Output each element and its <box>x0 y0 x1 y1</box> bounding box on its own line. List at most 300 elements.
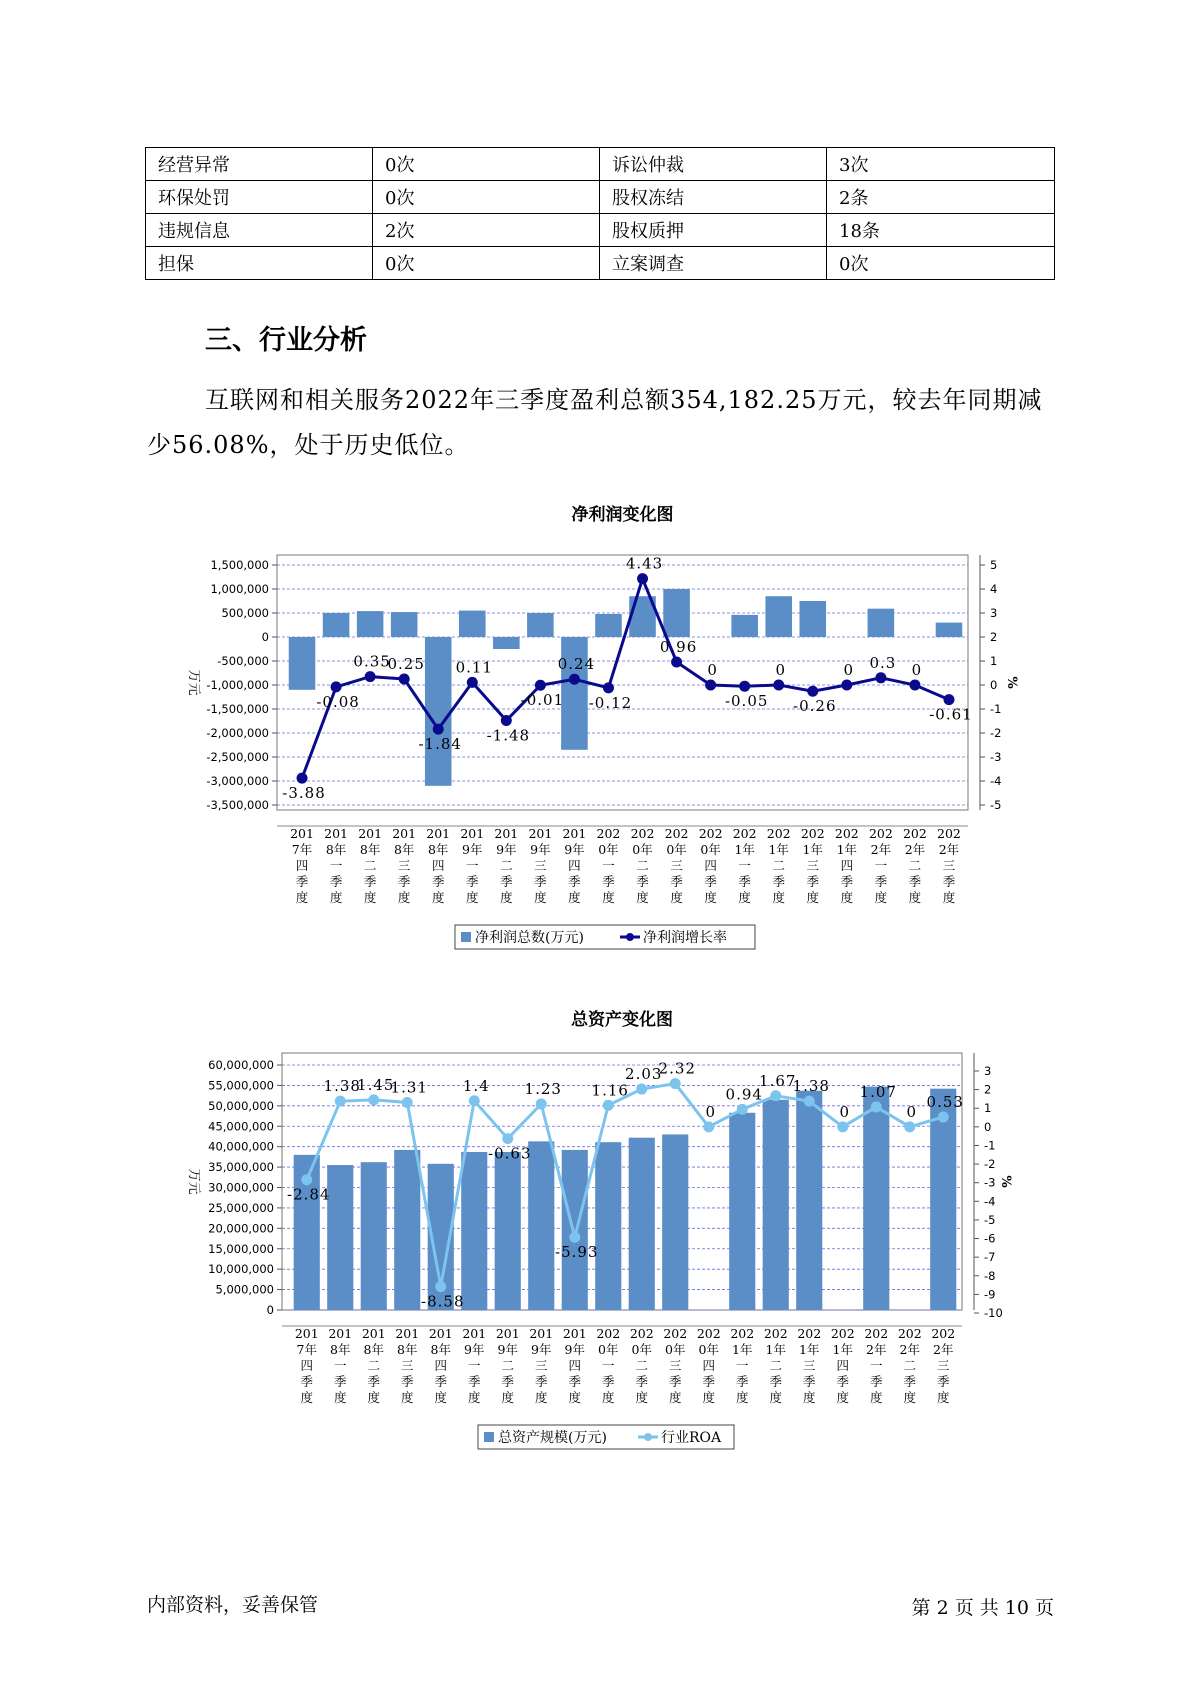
x-tick-label: 季 <box>806 874 820 889</box>
bar <box>796 1091 822 1310</box>
y-axis-title: 万元 <box>186 1168 201 1195</box>
y-tick-label: 0 <box>266 1303 274 1317</box>
bar <box>799 601 826 637</box>
data-label: 1.23 <box>524 1079 562 1098</box>
data-label: 0.11 <box>455 658 493 677</box>
x-tick-label: 8年 <box>393 842 415 857</box>
line-point <box>705 680 716 691</box>
bar <box>595 1142 621 1310</box>
data-label: 1.38 <box>323 1077 361 1096</box>
data-label: 2.03 <box>625 1065 663 1084</box>
bar <box>936 623 963 637</box>
line-point <box>904 1121 915 1132</box>
x-tick-label: 季 <box>501 1374 515 1389</box>
x-tick-label: 8年 <box>363 1342 384 1357</box>
y-tick-label: 35,000,000 <box>208 1160 274 1175</box>
line-point <box>841 680 852 691</box>
x-tick-label: 四 <box>434 1358 448 1373</box>
x-tick-label: 度 <box>704 890 717 905</box>
line-point <box>536 1098 547 1109</box>
x-tick-label: 0年 <box>632 842 653 857</box>
data-label: -3.88 <box>282 784 326 803</box>
x-tick-label: 202 <box>732 826 757 841</box>
data-label: 0 <box>843 661 855 679</box>
x-tick-label: 201 <box>395 1326 420 1341</box>
line-point <box>399 674 410 685</box>
x-tick-label: 季 <box>802 1374 816 1389</box>
x-tick-label: 度 <box>500 890 513 905</box>
x-tick-label: 季 <box>668 1374 682 1389</box>
bar <box>663 589 690 637</box>
risk-item-label: 环保处罚 <box>146 181 373 214</box>
x-tick-label: 201 <box>324 826 349 841</box>
bar <box>629 1138 655 1310</box>
bar <box>357 611 384 637</box>
x-tick-label: 季 <box>840 874 854 889</box>
x-tick-label: 季 <box>735 1374 749 1389</box>
line-point <box>909 680 920 691</box>
x-tick-label: 二 <box>903 1358 917 1373</box>
y2-tick-label: -4 <box>990 774 1002 788</box>
x-tick-label: 四 <box>840 858 854 873</box>
y-tick-label: -1,500,000 <box>206 702 269 716</box>
data-label: 0.35 <box>353 652 391 671</box>
data-label: -0.61 <box>929 705 973 724</box>
bar <box>527 613 554 637</box>
x-tick-label: 度 <box>568 890 581 905</box>
x-tick-label: 202 <box>864 1326 889 1341</box>
x-tick-label: 9年 <box>462 842 483 857</box>
x-tick-label: 季 <box>704 874 717 889</box>
data-label: 1.67 <box>759 1071 797 1090</box>
x-tick-label: 9年 <box>464 1342 485 1357</box>
x-tick-label: 9年 <box>564 842 585 857</box>
line-point <box>467 677 478 688</box>
risk-item-label: 立案调查 <box>600 247 827 280</box>
x-tick-label: 一 <box>601 1358 615 1373</box>
x-tick-label: 三 <box>942 858 956 873</box>
x-tick-label: 度 <box>635 1390 649 1405</box>
x-tick-label: 三 <box>534 858 547 873</box>
x-tick-label: 9年 <box>497 1342 518 1357</box>
x-tick-label: 202 <box>937 826 961 841</box>
y-tick-label: 5,000,000 <box>215 1282 274 1297</box>
x-tick-label: 二 <box>636 858 649 873</box>
x-tick-label: 1年 <box>836 842 858 857</box>
x-tick-label: 2年 <box>866 1342 887 1357</box>
legend-line-label: 行业ROA <box>661 1430 722 1446</box>
x-tick-label: 三 <box>397 858 411 873</box>
x-tick-label: 1年 <box>799 1342 820 1357</box>
x-tick-label: 202 <box>664 826 689 841</box>
line-point <box>837 1121 848 1132</box>
x-tick-label: 度 <box>738 890 751 905</box>
y2-tick-label: 5 <box>990 558 998 572</box>
x-tick-label: 0年 <box>698 1342 719 1357</box>
bar <box>289 637 316 690</box>
x-tick-label: 四 <box>295 858 309 873</box>
line-point <box>603 1100 614 1111</box>
legend-line-marker <box>644 1433 652 1441</box>
x-tick-label: 二 <box>772 858 785 873</box>
x-tick-label: 季 <box>942 874 956 889</box>
x-tick-label: 202 <box>596 1326 621 1341</box>
analysis-paragraph: 互联网和相关服务2022年三季度盈利总额354,182.25万元，较去年同期减少56.08%，处于历史低位。 <box>147 386 1043 459</box>
x-tick-label: 度 <box>333 1390 347 1405</box>
risk-item-value: 3次 <box>827 148 1055 181</box>
x-tick-label: 度 <box>466 890 479 905</box>
bar <box>391 612 418 637</box>
x-tick-label: 201 <box>426 826 451 841</box>
x-tick-label: 度 <box>431 890 445 905</box>
y2-tick-label: -2 <box>984 1157 996 1172</box>
bar <box>863 1087 889 1310</box>
bar <box>561 637 588 750</box>
line-point <box>301 1174 312 1185</box>
x-tick-label: 四 <box>300 1358 314 1373</box>
x-tick-label: 季 <box>772 874 785 889</box>
risk-table-row <box>146 247 1055 280</box>
x-tick-label: 1年 <box>802 842 824 857</box>
x-tick-label: 一 <box>874 858 888 873</box>
y-tick-label: 25,000,000 <box>208 1200 274 1215</box>
y-axis-title: 万元 <box>186 669 201 696</box>
x-tick-label: 度 <box>601 1390 615 1405</box>
x-tick-label: 季 <box>534 874 547 889</box>
y2-tick-label: -5 <box>990 798 1002 812</box>
x-tick-label: 201 <box>290 826 314 841</box>
data-label: -2.84 <box>287 1185 331 1204</box>
y-tick-label: 1,500,000 <box>210 558 269 572</box>
x-tick-label: 202 <box>766 826 791 841</box>
x-tick-label: 度 <box>367 1390 381 1405</box>
bar <box>765 596 792 637</box>
x-tick-label: 0年 <box>598 842 619 857</box>
total-assets-chart <box>0 995 1191 1450</box>
bar <box>595 614 622 637</box>
line-point <box>871 1101 882 1112</box>
x-tick-label: 度 <box>702 1390 716 1405</box>
line-point <box>433 724 444 735</box>
x-tick-label: 度 <box>397 890 411 905</box>
x-tick-label: 9年 <box>496 842 517 857</box>
x-tick-label: 202 <box>834 826 859 841</box>
y-tick-label: 15,000,000 <box>208 1241 274 1256</box>
x-tick-label: 四 <box>704 858 717 873</box>
y-tick-label: 45,000,000 <box>208 1119 274 1134</box>
y-tick-label: 500,000 <box>221 606 269 620</box>
y-tick-label: -2,000,000 <box>206 726 269 740</box>
x-tick-label: 1年 <box>734 842 755 857</box>
x-tick-label: 一 <box>333 1358 347 1373</box>
y2-tick-label: 1 <box>984 1101 992 1116</box>
bar <box>763 1100 789 1310</box>
x-tick-label: 度 <box>467 1390 481 1405</box>
x-tick-label: 季 <box>466 874 479 889</box>
y-tick-label: 30,000,000 <box>208 1180 274 1195</box>
risk-item-value: 18条 <box>827 214 1055 247</box>
x-tick-label: 度 <box>874 890 888 905</box>
y2-tick-label: 0 <box>984 1119 992 1134</box>
x-tick-label: 201 <box>494 826 519 841</box>
x-tick-label: 8年 <box>325 842 347 857</box>
bar <box>662 1134 688 1310</box>
x-tick-label: 1年 <box>768 842 789 857</box>
line-point <box>501 715 512 726</box>
data-label: 1.16 <box>591 1081 629 1100</box>
risk-item-value: 2次 <box>373 214 600 247</box>
x-tick-label: 二 <box>367 1358 381 1373</box>
x-tick-label: 0年 <box>665 1342 686 1357</box>
x-tick-label: 度 <box>363 890 377 905</box>
risk-table-row <box>146 181 1055 214</box>
risk-item-value: 0次 <box>373 148 600 181</box>
y2-tick-label: -3 <box>984 1175 996 1190</box>
x-tick-label: 季 <box>397 874 411 889</box>
data-label: 0.94 <box>725 1085 763 1104</box>
bar <box>562 1150 588 1310</box>
x-tick-label: 201 <box>529 1326 554 1341</box>
line-point <box>637 573 648 584</box>
x-tick-label: 201 <box>328 1326 353 1341</box>
x-tick-label: 季 <box>431 874 445 889</box>
line-point <box>804 1096 815 1107</box>
x-tick-label: 度 <box>869 1390 883 1405</box>
line-point <box>807 686 818 697</box>
x-tick-label: 度 <box>772 890 785 905</box>
x-tick-label: 度 <box>836 1390 850 1405</box>
x-tick-label: 季 <box>769 1374 783 1389</box>
x-tick-label: 三 <box>936 1358 950 1373</box>
x-tick-label: 201 <box>495 1326 520 1341</box>
x-tick-label: 度 <box>903 1390 917 1405</box>
data-label: 0.96 <box>659 637 698 656</box>
y2-tick-label: -6 <box>984 1231 996 1246</box>
x-tick-label: 201 <box>462 1326 487 1341</box>
x-tick-label: 202 <box>629 1326 654 1341</box>
x-tick-label: 2年 <box>933 1342 954 1357</box>
x-tick-label: 度 <box>936 1390 950 1405</box>
x-tick-label: 季 <box>601 1374 615 1389</box>
chart-title: 总资产变化图 <box>571 1010 673 1030</box>
chart-title: 净利润变化图 <box>571 505 674 525</box>
x-tick-label: 度 <box>735 1390 749 1405</box>
x-tick-label: 季 <box>602 874 615 889</box>
x-tick-label: 9年 <box>530 842 551 857</box>
bar <box>327 1165 353 1310</box>
x-tick-label: 季 <box>869 1374 883 1389</box>
x-tick-label: 季 <box>836 1374 850 1389</box>
x-tick-label: 2年 <box>870 842 892 857</box>
data-label: 4.43 <box>625 554 664 573</box>
y2-tick-label: 0 <box>990 678 998 692</box>
x-tick-label: 2年 <box>938 842 960 857</box>
risk-item-value: 0次 <box>373 181 600 214</box>
data-label: 0.53 <box>926 1092 964 1111</box>
line-point <box>569 1232 580 1243</box>
y2-tick-label: -2 <box>990 726 1002 740</box>
legend-bar-label: 总资产规模(万元) <box>498 1430 607 1446</box>
risk-table <box>145 147 1055 280</box>
x-tick-label: 202 <box>696 1326 721 1341</box>
x-tick-label: 202 <box>897 1326 922 1341</box>
data-label: -0.05 <box>724 692 769 711</box>
x-tick-label: 一 <box>329 858 343 873</box>
y2-tick-label: -1 <box>984 1138 996 1153</box>
x-tick-label: 1年 <box>765 1342 786 1357</box>
x-tick-label: 201 <box>294 1326 319 1341</box>
line-point <box>670 1078 681 1089</box>
line-point <box>603 682 614 693</box>
x-tick-label: 三 <box>534 1358 548 1373</box>
risk-item-label: 担保 <box>146 247 373 280</box>
line-point <box>739 681 750 692</box>
legend-bar-swatch <box>484 1432 494 1442</box>
x-tick-label: 季 <box>568 874 581 889</box>
risk-item-value: 0次 <box>827 247 1055 280</box>
line-point <box>502 1133 513 1144</box>
line-point <box>671 656 682 667</box>
x-tick-label: 三 <box>668 1358 682 1373</box>
x-tick-label: 二 <box>363 858 377 873</box>
x-tick-label: 季 <box>467 1374 481 1389</box>
y2-tick-label: -4 <box>984 1194 996 1209</box>
x-tick-label: 季 <box>568 1374 582 1389</box>
data-label: -0.12 <box>588 693 633 712</box>
x-tick-label: 季 <box>636 874 649 889</box>
x-tick-label: 季 <box>300 1374 314 1389</box>
x-tick-label: 201 <box>361 1326 386 1341</box>
y-tick-label: 1,000,000 <box>210 582 269 596</box>
legend-line-label: 净利润增长率 <box>643 930 727 946</box>
x-tick-label: 季 <box>635 1374 649 1389</box>
y2-tick-label: -1 <box>990 702 1002 716</box>
line-point <box>435 1281 446 1292</box>
y-tick-label: 20,000,000 <box>208 1221 274 1236</box>
x-tick-label: 度 <box>769 1390 783 1405</box>
x-tick-label: 一 <box>735 1358 749 1373</box>
x-tick-label: 三 <box>806 858 820 873</box>
data-label: 0 <box>775 661 786 679</box>
risk-table-row <box>146 214 1055 247</box>
data-label: -1.84 <box>418 735 462 754</box>
x-tick-label: 202 <box>663 1326 688 1341</box>
x-tick-label: 9年 <box>531 1342 552 1357</box>
risk-item-value: 0次 <box>373 247 600 280</box>
data-label: -0.01 <box>520 691 565 710</box>
x-tick-label: 度 <box>668 1390 682 1405</box>
x-tick-label: 度 <box>806 890 820 905</box>
data-label: 0 <box>705 1102 717 1121</box>
x-tick-label: 2年 <box>904 842 926 857</box>
x-tick-label: 201 <box>460 826 485 841</box>
x-tick-label: 8年 <box>359 842 381 857</box>
y2-tick-label: 3 <box>984 1064 992 1078</box>
bar <box>731 615 758 637</box>
x-tick-label: 二 <box>501 1358 515 1373</box>
x-tick-label: 一 <box>869 1358 883 1373</box>
x-tick-label: 度 <box>534 1390 548 1405</box>
risk-item-label: 违规信息 <box>146 214 373 247</box>
x-tick-label: 季 <box>903 1374 917 1389</box>
x-tick-label: 二 <box>500 858 513 873</box>
y2-tick-label: 4 <box>990 582 998 596</box>
y-tick-label: -1,000,000 <box>206 678 269 692</box>
y-tick-label: -3,000,000 <box>206 774 269 788</box>
x-tick-label: 8年 <box>430 1342 451 1357</box>
x-tick-label: 季 <box>434 1374 448 1389</box>
data-label: 1.31 <box>390 1078 428 1097</box>
x-tick-label: 度 <box>602 890 615 905</box>
x-tick-label: 度 <box>329 890 343 905</box>
bar <box>729 1113 755 1310</box>
x-tick-label: 度 <box>636 890 649 905</box>
x-tick-label: 度 <box>300 1390 314 1405</box>
x-tick-label: 四 <box>836 1358 850 1373</box>
y2-tick-label: -8 <box>984 1268 996 1283</box>
x-tick-label: 度 <box>501 1390 515 1405</box>
data-label: 1.38 <box>792 1077 830 1096</box>
bar <box>323 613 350 637</box>
y-tick-label: 60,000,000 <box>208 1058 274 1072</box>
line-point <box>402 1097 413 1108</box>
x-tick-label: 201 <box>428 1326 453 1341</box>
data-label: -0.26 <box>793 697 837 716</box>
x-tick-label: 201 <box>562 826 587 841</box>
bar <box>493 637 520 649</box>
y2-tick-label: 2 <box>990 630 998 644</box>
x-tick-label: 季 <box>874 874 888 889</box>
x-tick-label: 一 <box>466 858 479 873</box>
y2-tick-label: -9 <box>984 1287 996 1302</box>
x-tick-label: 202 <box>830 1326 855 1341</box>
data-label: 0 <box>911 661 923 679</box>
x-tick-label: 二 <box>635 1358 649 1373</box>
data-label: 0 <box>707 661 718 679</box>
x-tick-label: 8年 <box>330 1342 351 1357</box>
x-tick-label: 四 <box>431 858 445 873</box>
x-tick-label: 三 <box>802 1358 816 1373</box>
y2-tick-label: -5 <box>984 1212 996 1227</box>
data-label: 2.32 <box>658 1059 696 1078</box>
x-tick-label: 8年 <box>427 842 449 857</box>
x-tick-label: 202 <box>868 826 893 841</box>
y2-tick-label: -7 <box>984 1250 996 1265</box>
line-point <box>737 1104 748 1115</box>
footer-page-number: 第 2 页 共 10 页 <box>911 1597 1054 1619</box>
x-tick-label: 季 <box>500 874 513 889</box>
line-point <box>770 1090 781 1101</box>
line-point <box>703 1121 714 1132</box>
x-tick-label: 202 <box>800 826 825 841</box>
x-tick-label: 一 <box>738 858 751 873</box>
x-tick-label: 度 <box>908 890 922 905</box>
line-point <box>368 1094 379 1105</box>
line-point <box>469 1095 480 1106</box>
legend-line-marker <box>626 933 634 941</box>
bar <box>495 1152 521 1310</box>
legend-bar-label: 净利润总数(万元) <box>475 930 584 946</box>
x-tick-label: 季 <box>738 874 751 889</box>
x-tick-label: 季 <box>329 874 343 889</box>
x-tick-label: 度 <box>568 1390 582 1405</box>
x-tick-label: 7年 <box>296 1342 317 1357</box>
x-tick-label: 202 <box>931 1326 956 1341</box>
x-tick-label: 201 <box>392 826 417 841</box>
y-tick-label: -500,000 <box>217 654 269 668</box>
x-tick-label: 202 <box>630 826 655 841</box>
bar <box>868 609 895 637</box>
